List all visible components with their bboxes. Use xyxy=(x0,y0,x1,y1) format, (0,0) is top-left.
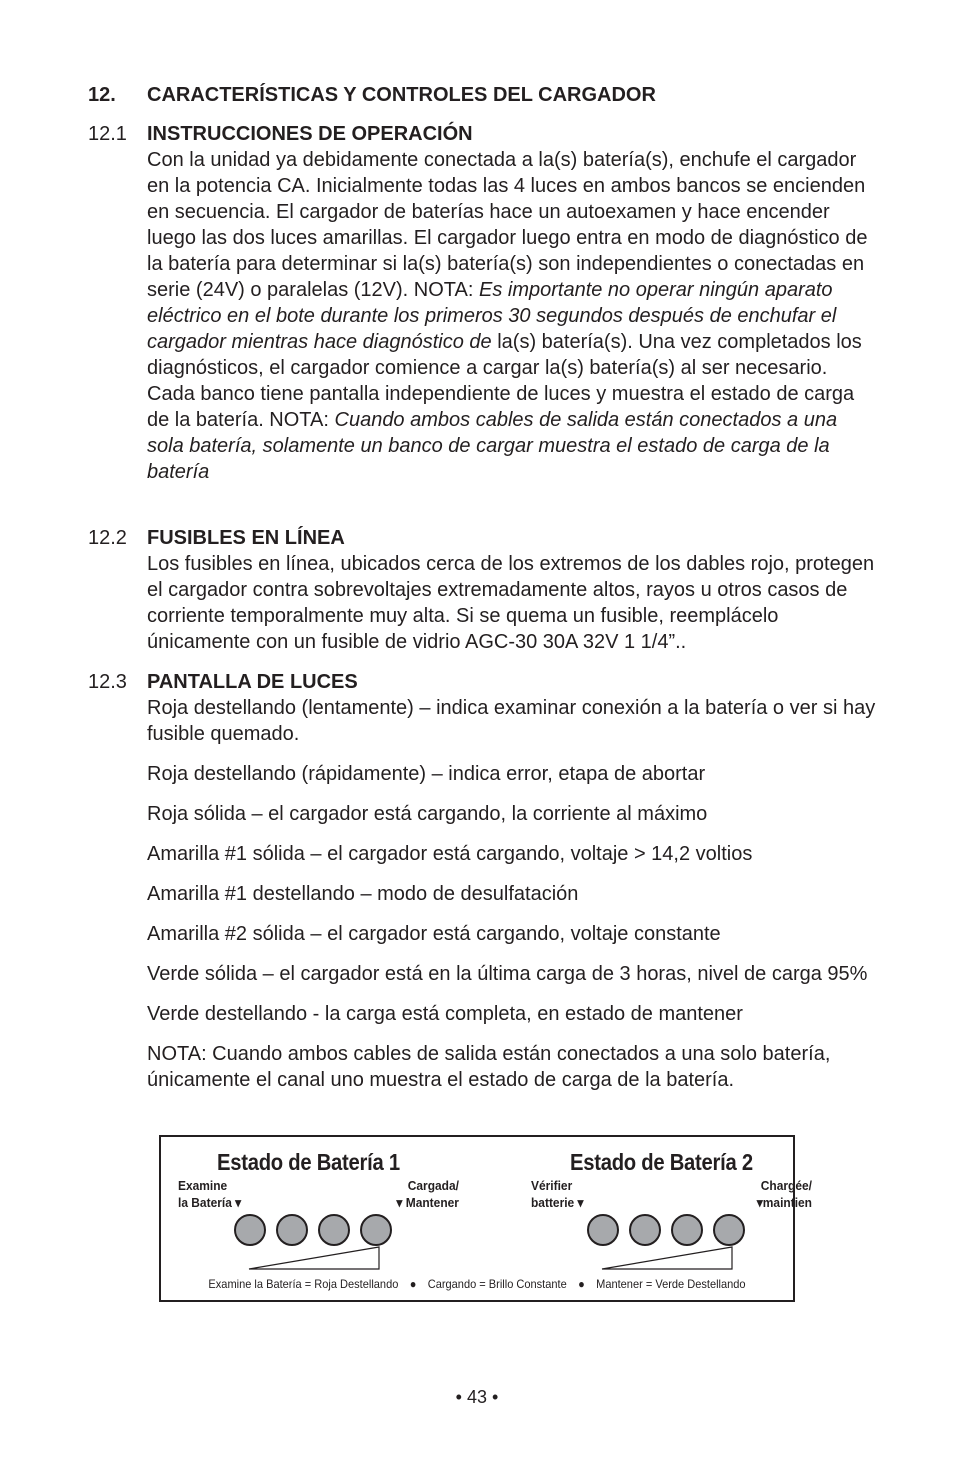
subsection-number: 12.3 xyxy=(88,671,127,693)
charge-ramp-icon xyxy=(248,1246,380,1270)
subsection-number: 12.2 xyxy=(88,527,127,549)
bank-title: Estado de Batería 1 xyxy=(217,1149,400,1175)
lights-paragraph: Amarilla #1 destellando – modo de desulfatación xyxy=(147,883,579,905)
label-line: Vérifier xyxy=(531,1178,573,1193)
section-title: CARACTERÍSTICAS Y CONTROLES DEL CARGADOR xyxy=(147,84,656,106)
battery-status-panel xyxy=(159,1135,812,1302)
battery-bank-1 xyxy=(176,1137,476,1277)
label-line: Examine xyxy=(178,1178,228,1193)
lights-paragraph: Roja destellando (lentamente) – indica examinar conexión a la batería o ver si hay fusible quemado. xyxy=(147,697,876,745)
subsection-number: 12.1 xyxy=(88,123,127,145)
led-indicator xyxy=(360,1214,392,1246)
subsection-fuses xyxy=(88,525,878,655)
subsection-title: INSTRUCCIONES DE OPERACIÓN xyxy=(147,123,473,145)
label-line: batterie ▾ xyxy=(531,1195,584,1210)
operation-paragraph xyxy=(147,147,878,485)
bullet-icon: ● xyxy=(578,1277,585,1291)
text-run: la(s) batería(s). Una vez completados los diagnósticos, el cargador comience a cargar la(s) batería(s) al ser necesario. Cada banco tiene pantalla independiente de luces y muestra el estado de carga de la batería. NOTA: xyxy=(147,331,862,431)
battery-bank-2 xyxy=(529,1137,829,1277)
led-row xyxy=(587,1214,747,1246)
bank-right-label xyxy=(396,1177,459,1211)
led-indicator xyxy=(713,1214,745,1246)
label-line: la Batería ▾ xyxy=(178,1195,242,1210)
led-indicator xyxy=(587,1214,619,1246)
text-run: Con la unidad ya debidamente conectada a la(s) batería(s), enchufe el cargador en la potencia CA. Inicialmente todas las 4 luces en ambos bancos se encienden en secuencia. El cargador de baterías hace un autoexamen y hace encender luego las dos luces amarillas. El cargador luego entra en modo de diagnóstico de la batería para determinar si la(s) batería(s) son independientes o conectadas en serie (24V) o paralelas (12V). NOTA: xyxy=(147,149,868,301)
panel-legend xyxy=(186,1277,767,1291)
bullet-icon: ● xyxy=(409,1277,417,1291)
italic-note: Es importante no operar ningún aparato eléctrico en el bote durante los primeros 30 segundos después de enchufar el cargador mientras hace diagnóstico de xyxy=(147,279,837,353)
legend-item: Mantener = Verde Destellando xyxy=(596,1277,746,1291)
legend-item: Examine la Batería = Roja Destellando xyxy=(208,1277,399,1291)
legend-item: Cargando = Brillo Constante xyxy=(427,1277,567,1291)
bank-left-label xyxy=(531,1177,584,1211)
bank-left-label xyxy=(178,1177,241,1211)
led-indicator xyxy=(276,1214,308,1246)
page-number: • 43 • xyxy=(455,1387,499,1407)
fuses-paragraph: Los fusibles en línea, ubicados cerca de los extremos de los dables rojo, protegen el cargador contra sobrevoltajes extremadamente altos, rayos u otros casos de corriente temporalmente muy alta. Si se quema un fusible, reemplácelo únicamente con un fusible de vidrio AGC-30 30A 32V 1 1/4”.. xyxy=(147,553,875,653)
lights-paragraph: Roja destellando (rápidamente) – indica error, etapa de abortar xyxy=(147,763,706,785)
led-indicator xyxy=(318,1214,350,1246)
label-line: Cargada/ xyxy=(407,1178,459,1193)
lights-paragraph: Verde sólida – el cargador está en la última carga de 3 horas, nivel de carga 95% xyxy=(147,963,868,985)
lights-paragraph: Amarilla #1 sólida – el cargador está cargando, voltaje > 14,2 voltios xyxy=(147,843,753,865)
charge-ramp-icon xyxy=(601,1246,733,1270)
label-line: ▾maintien xyxy=(756,1195,812,1210)
bank-title: Estado de Batería 2 xyxy=(570,1149,753,1175)
subsection-title: PANTALLA DE LUCES xyxy=(147,671,358,693)
led-indicator xyxy=(671,1214,703,1246)
label-line: ▾ Mantener xyxy=(396,1195,459,1210)
lights-paragraph: Verde destellando - la carga está completa, en estado de mantener xyxy=(147,1003,743,1025)
subsection-title: FUSIBLES EN LÍNEA xyxy=(147,527,345,549)
led-indicator xyxy=(234,1214,266,1246)
bank-right-label xyxy=(757,1177,812,1211)
subsection-lights xyxy=(88,669,878,1093)
led-indicator xyxy=(629,1214,661,1246)
section-number: 12. xyxy=(88,84,116,106)
lights-paragraph: Roja sólida – el cargador está cargando, la corriente al máximo xyxy=(147,803,708,825)
lights-paragraph: NOTA: Cuando ambos cables de salida están conectados a una solo batería, únicamente el canal uno muestra el estado de carga de la batería. xyxy=(147,1043,831,1091)
lights-paragraph: Amarilla #2 sólida – el cargador está cargando, voltaje constante xyxy=(147,923,721,945)
italic-note: Cuando ambos cables de salida están conectados a una sola batería, solamente un banco de cargar muestra el estado de carga de la batería xyxy=(147,409,838,483)
label-line: Chargée/ xyxy=(760,1178,812,1193)
led-row xyxy=(234,1214,394,1246)
subsection-operation xyxy=(88,121,878,485)
